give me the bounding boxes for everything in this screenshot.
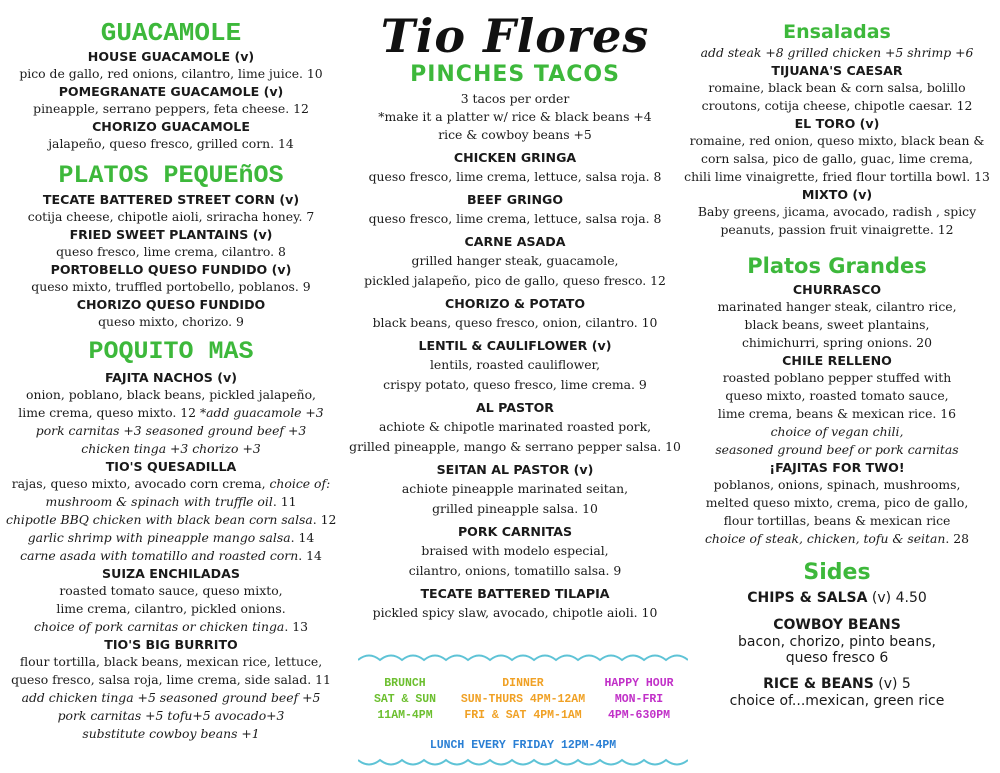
price-text: . 12 <box>312 512 337 527</box>
side-item-desc: choice of...mexican, green rice <box>729 693 945 709</box>
dinner-hours <box>448 676 598 724</box>
center-column <box>345 0 685 623</box>
menu-item-name: TIJUANA'S CAESAR <box>771 63 903 78</box>
menu-item-desc: pineapple, serrano peppers, feta cheese. 12 <box>33 101 309 116</box>
menu-item-name: LENTIL & CAULIFLOWER (v) <box>418 338 612 353</box>
choice-line: choice of vegan chili, <box>770 424 904 439</box>
side-price: (v) 4.50 <box>867 590 927 606</box>
choice-text: garlic shrimp with pineapple mango salsa <box>27 530 291 545</box>
side-item-name: COWBOY BEANS <box>773 617 901 633</box>
menu-item-desc: lime crema, cilantro, pickled onions. <box>56 601 286 616</box>
menu-item-name: CHORIZO & POTATO <box>444 296 586 311</box>
addon-line: pork carnitas +3 seasoned ground beef +3 <box>35 423 307 438</box>
platos-grandes-items <box>680 281 994 548</box>
wave-top-decoration <box>358 656 688 661</box>
platos-pequenos-heading: PLATOS PEQUEñOS <box>58 161 284 190</box>
happy-line: MON-FRI <box>614 693 664 706</box>
side-item <box>680 590 994 607</box>
addon-line: substitute cowboy beans +1 <box>82 726 260 741</box>
menu-item-name: TIO'S QUESADILLA <box>105 459 237 474</box>
menu-item-name: TECATE BATTERED TILAPIA <box>420 586 610 601</box>
dinner-line: DINNER <box>502 677 544 690</box>
ensaladas-items <box>680 62 994 239</box>
menu-item-desc: grilled hanger steak, guacamole, <box>411 253 619 268</box>
menu-item-name: POMEGRANATE GUACAMOLE (v) <box>58 84 284 99</box>
menu-item-desc <box>6 404 336 422</box>
brunch-line: 11AM-4PM <box>377 709 433 722</box>
menu-item-desc: onion, poblano, black beans, pickled jalapeño, <box>26 387 316 402</box>
right-column <box>680 0 994 709</box>
menu-item-desc: grilled pineapple salsa. 10 <box>432 501 598 516</box>
pinches-tacos-heading: PINCHES TACOS <box>410 62 620 87</box>
side-item-desc: queso fresco 6 <box>785 650 889 666</box>
menu-item-name: HOUSE GUACAMOLE (v) <box>87 49 255 64</box>
price-text: . 13 <box>284 619 308 634</box>
menu-item-name: CHURRASCO <box>792 282 882 297</box>
menu-item-name: TECATE BATTERED STREET CORN (v) <box>42 192 300 207</box>
menu-item-desc: lime crema, beans & mexican rice. 16 <box>717 406 957 421</box>
ensaladas-heading: Ensaladas <box>783 21 891 43</box>
menu-item-desc: pickled jalapeño, pico de gallo, queso fresco. 12 <box>364 273 666 288</box>
choice-text: choice of pork carnitas or chicken tinga <box>34 619 285 634</box>
menu-item-desc <box>6 547 336 565</box>
menu-item-desc: pico de gallo, red onions, cilantro, lime juice. 10 <box>19 66 323 81</box>
menu-item-desc: roasted poblano pepper stuffed with <box>722 370 952 385</box>
sides-items <box>680 590 994 709</box>
menu-item-desc: queso mixto, truffled portobello, poblanos. 9 <box>31 279 311 294</box>
price-text: . 28 <box>945 531 970 546</box>
menu-item-desc: flour tortilla, black beans, mexican rice, lettuce, <box>19 654 323 669</box>
menu-item-desc: grilled pineapple, mango & serrano pepper salsa. 10 <box>349 439 681 454</box>
menu-item-desc: queso fresco, lime crema, lettuce, salsa roja. 8 <box>368 169 662 184</box>
restaurant-logo: Tio Flores <box>380 9 650 63</box>
brunch-line: BRUNCH <box>384 677 426 690</box>
choice-text: carne asada with tomatillo and roasted corn <box>20 548 299 563</box>
menu-item-desc <box>6 618 336 636</box>
menu-item-desc: queso fresco, lime crema, cilantro. 8 <box>56 244 286 259</box>
menu-item-desc: corn salsa, pico de gallo, guac, lime crema, <box>701 151 973 166</box>
menu-item-desc: romaine, black bean & corn salsa, bolillo <box>708 80 966 95</box>
platos-grandes-heading: Platos Grandes <box>747 254 927 278</box>
brunch-hours <box>360 676 450 724</box>
menu-item-name: AL PASTOR <box>475 400 555 415</box>
menu-item-name: PORTOBELLO QUESO FUNDIDO (v) <box>50 262 292 277</box>
addon-line: add chicken tinga +5 seasoned ground beef +5 <box>21 690 321 705</box>
guacamole-heading: GUACAMOLE <box>100 18 242 48</box>
menu-item-name: ¡FAJITAS FOR TWO! <box>769 460 905 475</box>
addon-line: chicken tinga +3 chorizo +3 <box>81 441 261 456</box>
menu-item-desc: chili lime vinaigrette, fried flour tortilla bowl. 13 <box>684 169 990 184</box>
choice-text: mushroom & spinach with truffle oil <box>45 494 273 509</box>
side-item-desc: bacon, chorizo, pinto beans, <box>738 634 936 650</box>
menu-item-desc: queso mixto, chorizo. 9 <box>98 314 244 329</box>
menu-item-desc: Baby greens, jicama, avocado, radish , spicy <box>697 204 977 219</box>
menu-item-name: SEITAN AL PASTOR (v) <box>436 462 594 477</box>
menu-item-desc: achiote & chipotle marinated roasted pork, <box>378 419 652 434</box>
side-price: (v) 5 <box>873 676 911 692</box>
ensaladas-addon: add steak +8 grilled chicken +5 shrimp +6 <box>700 45 974 60</box>
dinner-line: FRI & SAT 4PM-1AM <box>464 709 582 722</box>
menu-item-desc: cotija cheese, chipotle aioli, sriracha honey. 7 <box>27 209 315 224</box>
happy-line: HAPPY HOUR <box>604 677 674 690</box>
poquito-mas-heading: POQUITO MAS <box>88 337 254 366</box>
lunch-hours: LUNCH EVERY FRIDAY 12PM-4PM <box>429 739 617 752</box>
menu-item-desc: black beans, sweet plantains, <box>744 317 930 332</box>
guacamole-items <box>6 48 336 153</box>
menu-item-name: CHICKEN GRINGA <box>453 150 577 165</box>
menu-item-desc: romaine, red onion, queso mixto, black bean & <box>689 133 985 148</box>
happy-hour-hours <box>593 676 685 724</box>
poquito-mas-items <box>6 369 336 743</box>
menu-item-desc <box>6 475 336 493</box>
menu-item-desc: lentils, roasted cauliflower, <box>429 357 601 372</box>
choice-text: choice of steak, chicken, tofu & seitan <box>704 531 946 546</box>
menu-item-name: BEEF GRINGO <box>466 192 564 207</box>
menu-item-desc: peanuts, passion fruit vinaigrette. 12 <box>720 222 954 237</box>
tacos-intro-line: *make it a platter w/ rice & black beans +4 <box>378 109 652 124</box>
menu-item-desc: black beans, queso fresco, onion, cilantro. 10 <box>372 315 658 330</box>
price-text: . 14 <box>290 530 315 545</box>
menu-item-desc: marinated hanger steak, cilantro rice, <box>717 299 957 314</box>
menu-item-name: FAJITA NACHOS (v) <box>105 370 237 385</box>
menu-item-desc: poblanos, onions, spinach, mushrooms, <box>713 477 961 492</box>
brunch-line: SAT & SUN <box>373 693 437 706</box>
tacos-intro-line: rice & cowboy beans +5 <box>438 127 592 142</box>
menu-item-name: CHILE RELLENO <box>782 353 892 368</box>
choice-text: choice of: <box>269 476 331 491</box>
tacos-intro <box>345 90 685 144</box>
menu-item-desc <box>6 493 336 511</box>
menu-item-desc <box>6 529 336 547</box>
menu-item-desc: flour tortillas, beans & mexican rice <box>723 513 951 528</box>
menu-item-desc <box>680 530 994 548</box>
side-name: RICE & BEANS <box>763 676 874 692</box>
menu-item-desc: crispy potato, queso fresco, lime crema. 9 <box>383 377 647 392</box>
left-column <box>6 0 336 743</box>
menu-item-desc: croutons, cotija cheese, chipotle caesar. 12 <box>701 98 973 113</box>
hours-banner <box>358 648 688 768</box>
menu-item-name: MIXTO (v) <box>801 187 873 202</box>
platos-pequenos-items <box>6 191 336 331</box>
menu-item-desc: queso fresco, salsa roja, lime crema, side salad. 11 <box>11 672 331 687</box>
sides-heading: Sides <box>803 560 871 585</box>
menu-item-desc: queso fresco, lime crema, lettuce, salsa roja. 8 <box>368 211 662 226</box>
menu-item-name: CHORIZO QUESO FUNDIDO <box>76 297 266 312</box>
menu-item-desc: melted queso mixto, crema, pico de gallo, <box>705 495 969 510</box>
dinner-line: SUN-THURS 4PM-12AM <box>460 693 586 706</box>
side-item <box>680 676 994 693</box>
side-name: CHIPS & SALSA <box>747 590 868 606</box>
menu-item-name: FRIED SWEET PLANTAINS (v) <box>69 227 273 242</box>
happy-line: 4PM-630PM <box>607 709 671 722</box>
menu-item-name: CARNE ASADA <box>464 234 566 249</box>
price-text: . 11 <box>272 494 297 509</box>
addon-text: *add guacamole +3 <box>199 405 324 420</box>
menu-item-desc: cilantro, onions, tomatillo salsa. 9 <box>408 563 622 578</box>
desc-text: rajas, queso mixto, avocado corn crema, <box>11 476 270 491</box>
menu-item-name: EL TORO (v) <box>794 116 880 131</box>
choice-line: seasoned ground beef or pork carnitas <box>715 442 959 457</box>
menu-item-desc: achiote pineapple marinated seitan, <box>401 481 629 496</box>
menu-item-desc: chimichurri, spring onions. 20 <box>741 335 933 350</box>
menu-item-desc: queso mixto, roasted tomato sauce, <box>725 388 949 403</box>
menu-item-desc: braised with modelo especial, <box>421 543 609 558</box>
tacos-items <box>345 148 685 623</box>
menu-item-name: SUIZA ENCHILADAS <box>102 566 240 581</box>
menu-item-desc: pickled spicy slaw, avocado, chipotle aioli. 10 <box>372 605 658 620</box>
price-text: . 14 <box>298 548 322 563</box>
menu-item-name: CHORIZO GUACAMOLE <box>92 119 250 134</box>
menu-item-desc: jalapeño, queso fresco, grilled corn. 14 <box>48 136 294 151</box>
desc-text: lime crema, queso mixto. 12 <box>18 405 200 420</box>
wave-bottom-decoration <box>358 760 688 765</box>
menu-item-name: PORK CARNITAS <box>457 524 573 539</box>
addon-line: pork carnitas +5 tofu+5 avocado+3 <box>57 708 285 723</box>
choice-text: chipotle BBQ chicken with black bean corn salsa <box>6 512 313 527</box>
menu-item-desc: roasted tomato sauce, queso mixto, <box>59 583 283 598</box>
menu-item-name: TIO'S BIG BURRITO <box>104 637 238 652</box>
menu-item-desc <box>6 511 336 529</box>
tacos-intro-line: 3 tacos per order <box>460 91 570 106</box>
